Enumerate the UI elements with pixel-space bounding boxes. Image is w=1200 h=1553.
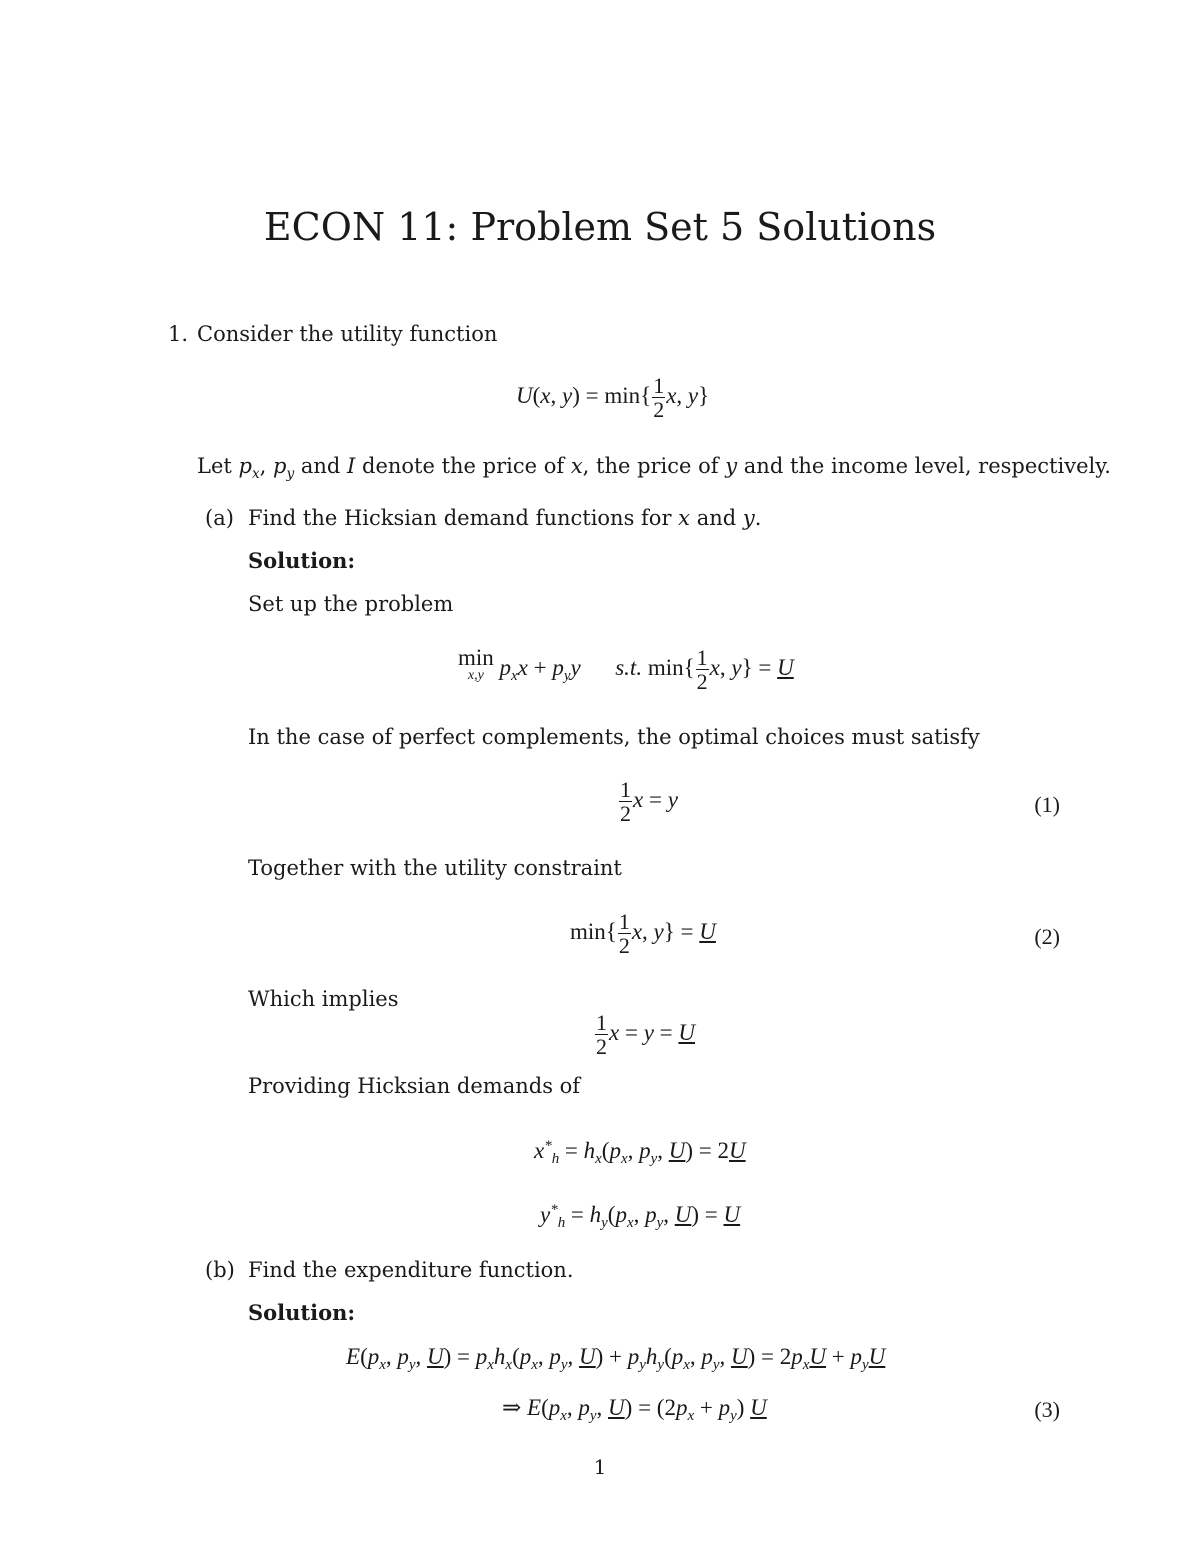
hicksian-demand-x: $x^*_h = h_x(p_x$, $p_y$, U) = 2U: [534, 1137, 746, 1168]
providing-text: Providing Hicksian demands of: [248, 1074, 581, 1098]
fraction-half: $\frac{1}{2}$: [620, 777, 631, 827]
equation-2-number: (2): [1034, 924, 1060, 949]
hicksian-demand-y: $y^*_h = h_y(p_x$, $p_y$, U) = U: [540, 1201, 741, 1232]
constraint-text: Together with the utility constraint: [248, 856, 622, 880]
let-statement: Let $p_x$, $p_y$ and I denote the price of x, the price of y and the income level, respectively.: [197, 454, 1111, 482]
equation-1: $\frac{1}{2}$ x = y: [620, 777, 678, 827]
equation-3-number: (3): [1034, 1397, 1060, 1422]
part-b-question: Find the expenditure function.: [248, 1258, 574, 1282]
equation-2: min{ $\frac{1}{2}$ x, y} = U: [570, 909, 716, 959]
page-title: ECON 11: Problem Set 5 Solutions: [263, 205, 937, 249]
part-b-label: (b): [205, 1258, 235, 1282]
fraction-half: $\frac{1}{2}$: [596, 1010, 607, 1060]
fraction-half: $\frac{1}{2}$: [696, 645, 708, 695]
problem-intro: Consider the utility function: [197, 322, 498, 346]
utility-equation: U(x, y) = min{ $\frac{1}{2}$ x, y}: [516, 373, 710, 423]
fraction-half: $\frac{1}{2}$: [653, 373, 665, 423]
part-a-label: (a): [205, 506, 234, 530]
expenditure-function: ⇒ $E(p_x$, $p_y$, $U) = (2p_x + p_y)$ U: [502, 1395, 767, 1425]
equation-1-number: (1): [1034, 792, 1060, 817]
part-a-solution-label: Solution:: [248, 548, 356, 573]
implies-text: Which implies: [248, 987, 399, 1011]
page-number: 1: [593, 1455, 607, 1479]
expenditure-derivation: $E(p_x$, $p_y$, $U) = p_xh_x(p_x$, $p_y$, $U) + p_yh_y(p_x$, $p_y$, $U) = 2p_xU + p_yU$: [346, 1344, 886, 1374]
min-operator: min x,y: [458, 645, 494, 683]
problem-number: 1.: [168, 322, 189, 346]
complements-text: In the case of perfect complements, the optimal choices must satisfy: [248, 725, 980, 749]
setup-text: Set up the problem: [248, 592, 454, 616]
part-b-solution-label: Solution:: [248, 1300, 356, 1325]
part-a-question: Find the Hicksian demand functions for x and y.: [248, 506, 762, 530]
implication-equation: $\frac{1}{2}$ x = y = U: [596, 1010, 696, 1060]
minimization-problem: min x,y $p_xx + p_yy$ s.t. min{ $\frac{1}{2}$ x, y} = U: [458, 645, 794, 695]
fraction-half: $\frac{1}{2}$: [618, 909, 630, 959]
